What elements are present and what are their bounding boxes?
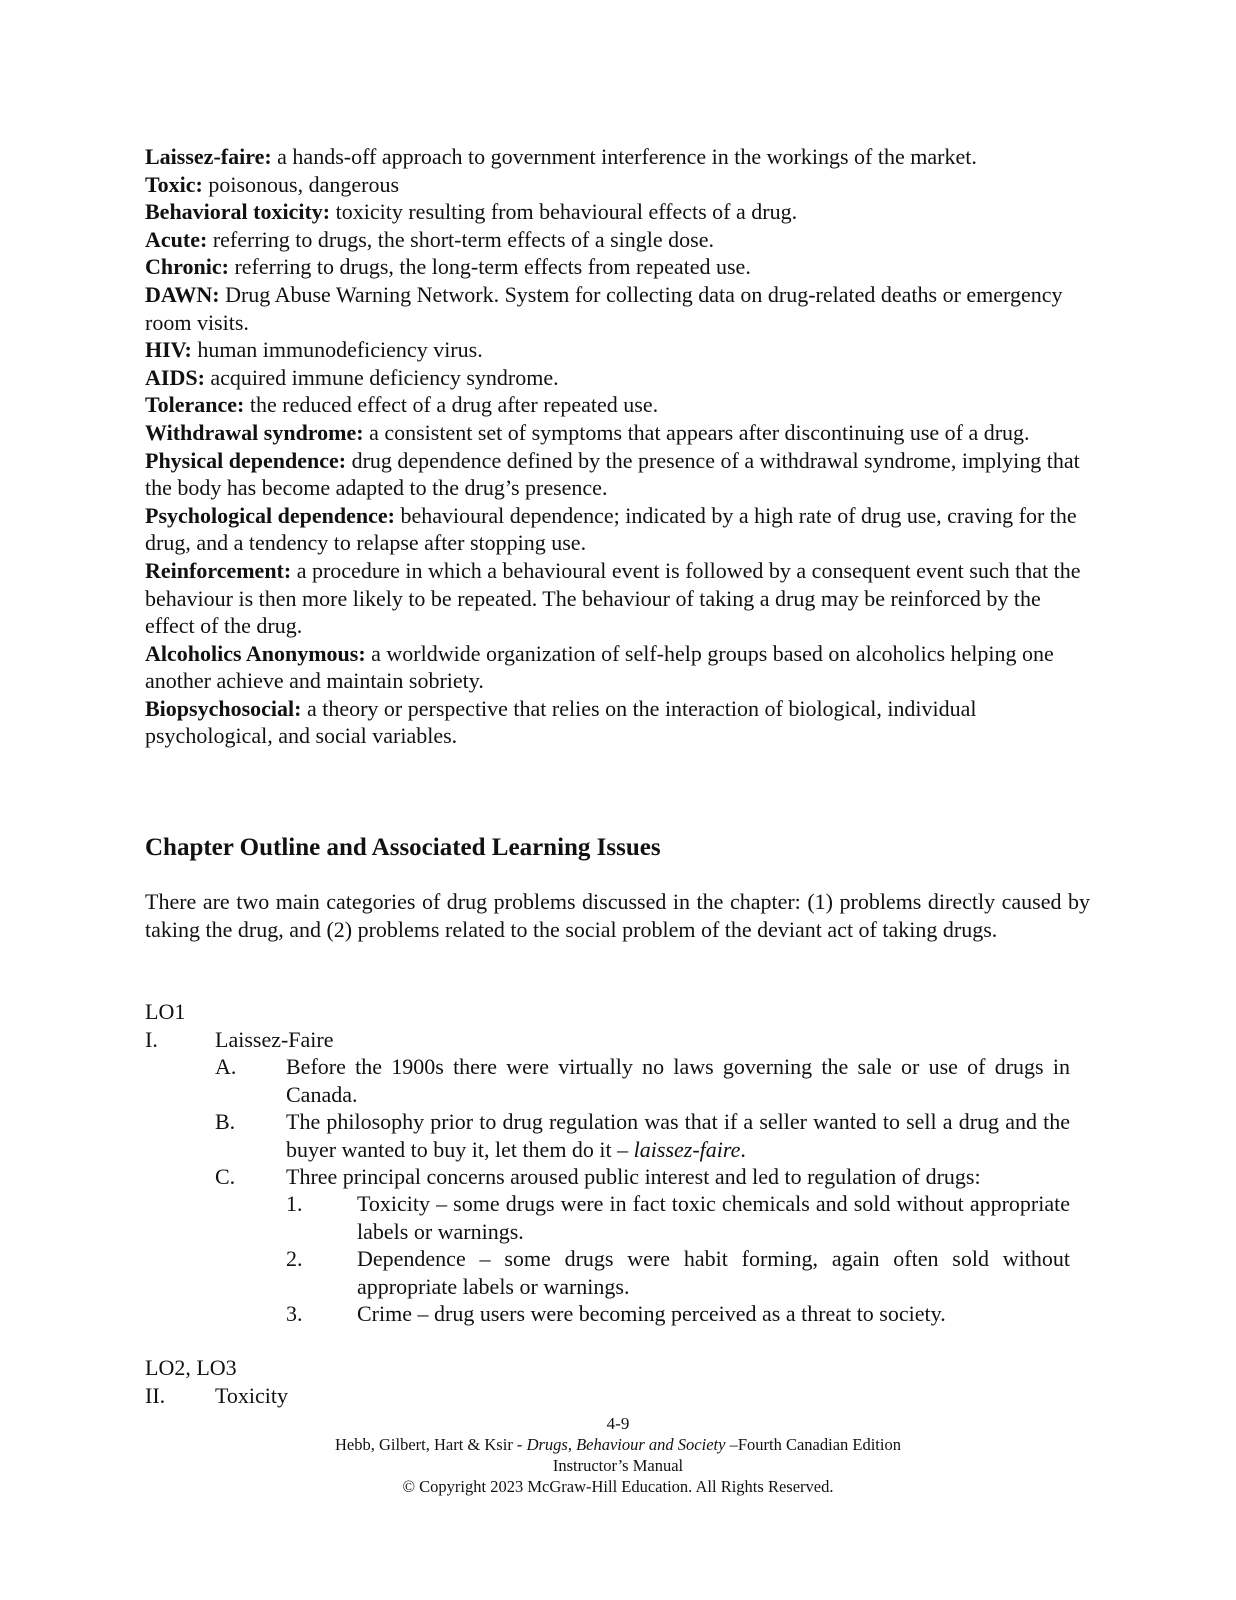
glossary-item: [145, 364, 1085, 392]
outline-text: [286, 1108, 1070, 1163]
glossary-item: [145, 640, 1085, 695]
glossary-term: DAWN:: [145, 281, 220, 307]
glossary-item: [145, 336, 1085, 364]
glossary-item: [145, 253, 1085, 281]
outline-text-part: The philosophy prior to drug regulation was that if a seller wanted to sell a drug and the buyer wanted to buy it, let them do it –: [286, 1109, 1070, 1162]
glossary-term: Psychological dependence:: [145, 502, 395, 528]
glossary-term: Toxic:: [145, 171, 203, 197]
glossary-term: Physical dependence:: [145, 447, 347, 473]
outline-text: Before the 1900s there were virtually no laws governing the sale or use of drugs in Canada.: [286, 1054, 1070, 1107]
glossary-term: AIDS:: [145, 364, 205, 390]
learning-objective-label: LO2, LO3: [145, 1355, 237, 1380]
glossary-item: [145, 502, 1085, 557]
glossary-term: Acute:: [145, 226, 208, 252]
glossary-term: Laissez-faire:: [145, 144, 272, 169]
outline-section-2: [145, 1382, 1090, 1410]
outline-letter: B.: [215, 1109, 236, 1134]
glossary-item: [145, 447, 1085, 502]
glossary-item: [145, 419, 1085, 447]
glossary-term: Alcoholics Anonymous:: [145, 640, 366, 666]
page-footer: [0, 1413, 1236, 1497]
outline-text: Dependence – some drugs were habit forming, again often sold without appropriate labels or warnings.: [357, 1246, 1070, 1299]
outline-subitem-3: [286, 1300, 1070, 1328]
glossary-item: [145, 391, 1085, 419]
intro-paragraph: There are two main categories of drug problems discussed in the chapter: (1) problems directly caused by taking the drug, and (2) problems related to the social problem of the deviant act of taking drugs.: [145, 889, 1090, 942]
glossary-definition: referring to drugs, the short-term effects of a single dose.: [207, 226, 714, 252]
footer-copyright: © Copyright 2023 McGraw-Hill Education. All Rights Reserved.: [402, 1477, 834, 1496]
glossary-definition: Drug Abuse Warning Network. System for collecting data on drug-related deaths or emergency room visits.: [145, 281, 1063, 335]
outline-letter: A.: [215, 1054, 237, 1079]
outline-number: 2.: [286, 1246, 303, 1271]
glossary-list: [145, 143, 1085, 750]
outline-subitem-2: [286, 1245, 1070, 1301]
page-number: 4-9: [606, 1414, 630, 1433]
outline-item-a: [215, 1053, 1070, 1109]
glossary-item: [145, 281, 1085, 336]
glossary-term: Reinforcement:: [145, 557, 292, 583]
glossary-item: [145, 143, 1085, 171]
glossary-definition: poisonous, dangerous: [202, 171, 400, 197]
glossary-definition: a procedure in which a behavioural event is followed by a consequent event such that the behaviour is then more likely to be repeated. The behaviour of taking a drug may be reinforced by the effect of the drug.: [145, 557, 1081, 639]
glossary-term: Chronic:: [145, 254, 229, 280]
outline-title: Toxicity: [215, 1383, 289, 1408]
outline-text: Crime – drug users were becoming perceived as a threat to society.: [357, 1301, 946, 1326]
outline-text-end: .: [740, 1136, 746, 1162]
footer-manual: Instructor’s Manual: [552, 1456, 684, 1475]
glossary-definition: acquired immune deficiency syndrome.: [204, 364, 559, 390]
glossary-item: [145, 226, 1085, 254]
outline-title: Laissez-Faire: [215, 1027, 334, 1052]
outline-italic-term: laissez-faire: [633, 1136, 741, 1162]
footer-authors: Hebb, Gilbert, Hart & Ksir -: [335, 1435, 527, 1454]
outline-item-b: [215, 1108, 1070, 1164]
glossary-item: [145, 198, 1085, 226]
footer-book-title: Drugs, Behaviour and Society: [526, 1435, 726, 1454]
glossary-item: [145, 695, 1085, 750]
glossary-term: HIV:: [145, 337, 192, 363]
glossary-term: Behavioral toxicity:: [145, 199, 331, 225]
glossary-definition: a theory or perspective that relies on the interaction of biological, individual psychological, and social variables.: [145, 695, 977, 749]
outline-number: 3.: [286, 1301, 303, 1326]
glossary-term: Tolerance:: [145, 392, 245, 418]
outline-subitem-1: [286, 1190, 1070, 1246]
learning-objective-label: LO1: [145, 999, 186, 1024]
glossary-definition: a worldwide organization of self-help groups based on alcoholics helping one another achieve and maintain sobriety.: [145, 640, 1054, 694]
outline-number: 1.: [286, 1191, 303, 1216]
outline-item-c: [215, 1163, 1070, 1191]
footer-citation: [0, 1434, 1236, 1455]
footer-edition: –Fourth Canadian Edition: [725, 1435, 901, 1454]
glossary-term: Withdrawal syndrome:: [145, 419, 364, 445]
glossary-definition: behavioural dependence; indicated by a high rate of drug use, craving for the drug, and a tendency to relapse after stopping use.: [145, 502, 1077, 556]
glossary-definition: the reduced effect of a drug after repeated use.: [244, 392, 659, 418]
section-heading: Chapter Outline and Associated Learning Issues: [145, 834, 661, 861]
glossary-term: Biopsychosocial:: [145, 695, 302, 721]
glossary-definition: drug dependence defined by the presence of a withdrawal syndrome, implying that the body has become adapted to the drug’s presence.: [145, 447, 1080, 501]
glossary-definition: referring to drugs, the long-term effects from repeated use.: [228, 254, 751, 280]
outline-letter: C.: [215, 1164, 236, 1189]
outline-numeral: I.: [145, 1027, 158, 1052]
outline-text: Three principal concerns aroused public interest and led to regulation of drugs:: [286, 1164, 981, 1189]
glossary-item: [145, 557, 1085, 640]
glossary-definition: a hands-off approach to government interference in the workings of the market.: [271, 144, 977, 169]
glossary-definition: human immunodeficiency virus.: [191, 337, 483, 363]
outline-numeral: II.: [145, 1383, 166, 1408]
outline-section-1: [145, 1026, 1090, 1054]
glossary-definition: a consistent set of symptoms that appears after discontinuing use of a drug.: [363, 419, 1030, 445]
glossary-definition: toxicity resulting from behavioural effects of a drug.: [330, 199, 798, 225]
outline-text: Toxicity – some drugs were in fact toxic chemicals and sold without appropriate labels or warnings.: [357, 1191, 1070, 1244]
glossary-item: [145, 171, 1085, 199]
